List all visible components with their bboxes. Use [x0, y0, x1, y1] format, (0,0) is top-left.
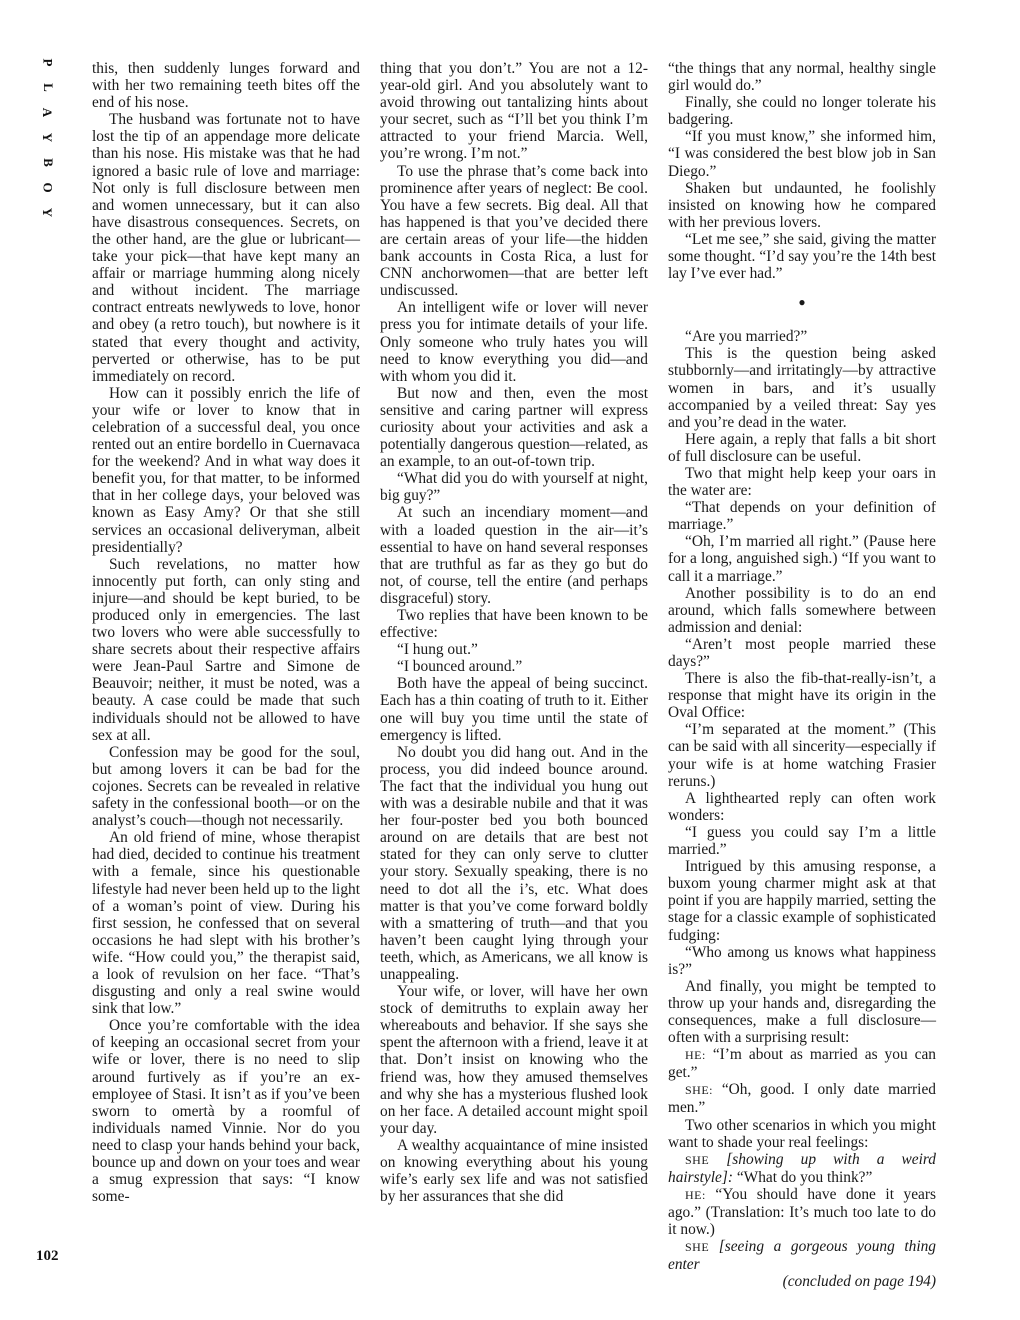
dialogue-text: “What do you think?” — [736, 1168, 873, 1186]
paragraph: An old friend of mine, whose therapist had died, decided to continue his treatment with a female, since his questionable lifestyle had never been held up to the light of a woman’s point of view. During his first session, he confessed that on several occasions he had slept with his brother’s wife. “How could you,” the therapist said, a look of revulsion on her face. “That’s disgusting and only a real swine would sink that low.” — [92, 829, 360, 1018]
dialogue-line — [668, 1151, 936, 1186]
article-column-3 — [668, 60, 936, 1290]
paragraph: “Let me see,” she said, giving the matter some thought. “I’d say you’re the 14th best lay I’ve ever had.” — [668, 230, 936, 283]
sidebar-letter: Y — [40, 207, 56, 218]
paragraph: A lighthearted reply can often work wonders: — [668, 789, 936, 824]
article-column-1 — [92, 60, 360, 1205]
dialogue-text: “You should have done it years ago.” (Translation: It’s much too late to do it now.) — [668, 1185, 936, 1239]
paragraph: No doubt you did hang out. And in the process, you did indeed bounce around. The fact that the individual you hung out with was a desirable nubile and that it was her four-poster bed you both bounced around on are details that are best not stated for they can only serve to clutter your story. Sexually speaking, there is no need to dot all the i’s, etc. What does matter is that you’ve come forward boldly with a smattering of truth—and that you haven’t been caught lying through your teeth, which, as Americans, we all know is unappealing. — [380, 743, 648, 983]
paragraph: Two other scenarios in which you might want to shade your real feelings: — [668, 1116, 936, 1151]
continuation-note — [668, 1273, 936, 1290]
paragraph: “I hung out.” — [397, 641, 478, 659]
sidebar-letter: P — [40, 58, 56, 67]
dialogue-line — [668, 1081, 936, 1116]
paragraph: “Who among us knows what happiness is?” — [668, 943, 936, 978]
paragraph: “If you must know,” she informed him, “I was considered the best blow job in San Diego.” — [668, 128, 936, 180]
paragraph: “Aren’t most people married these days?” — [668, 635, 936, 670]
paragraph: And finally, you might be tempted to throw up your hands and, disregarding the consequences, make a full disclosure—often with a surprising result: — [668, 977, 936, 1047]
paragraph: An intelligent wife or lover will never press you for intimate details of your life. Only someone who truly hates you will need to know everything you did—and with whom you did it. — [380, 299, 648, 385]
dialogue-line — [668, 1046, 936, 1081]
page-number: 102 — [36, 1248, 59, 1264]
paragraph: How can it possibly enrich the life of your wife or lover to know that in celebration of a successful deal, you once rented out an entire bordello in Cuernavaca for the weekend? And in what way does it benefit you, for that matter, to be informed that in her college days, your beloved was known as Easy Amy? Or that she still services an occasional deliveryman, albeit presidentially? — [92, 384, 360, 556]
sidebar-letter: L — [40, 83, 56, 92]
speaker-label: SHE: — [685, 1083, 714, 1098]
sidebar-letter: B — [40, 158, 56, 167]
paragraph: “Are you married?” — [685, 328, 808, 346]
paragraph: Here again, a reply that falls a bit short of full disclosure can be useful. — [668, 430, 936, 465]
paragraph: “the things that any normal, healthy single girl would do.” — [668, 60, 936, 95]
sidebar-letter: O — [40, 182, 56, 193]
speaker-label: SHE — [685, 1240, 710, 1255]
magazine-name-vertical — [36, 56, 60, 219]
paragraph: Another possibility is to do an end around, which falls somewhere between admission and denial: — [668, 584, 936, 636]
stage-direction: [showing up with a weird hairstyle]: — [668, 1150, 936, 1186]
paragraph: Confession may be good for the soul, but among lovers it can be bad for the cojones. Secrets can be revealed in relative safety in the confessional booth—or on the analyst’s couch—though not necessarily. — [92, 743, 360, 830]
paragraph: At such an incendiary moment—and with a loaded question in the air—it’s essential to have on hand several responses that are truthful as far as they go but do not, of course, tell the entire (and perhaps disgraceful) story. — [380, 504, 648, 607]
paragraph: “What did you do with yourself at night, big guy?” — [380, 470, 648, 505]
paragraph: Once you’re comfortable with the idea of keeping an occasional secret from your wife or lover, there is no need to slip around furtively as if you’re an ex-employee of Stasi. It isn’t as if you’ve been sworn to omertà by a roomful of individuals named Vinnie. Nor do you need to clasp your hands behind your back, bounce up and down on your toes and wear a smug expression that says: “I know some- — [92, 1017, 360, 1206]
paragraph: This is the question being asked stubbornly—and irritatingly—by attractive women in bars, and it’s usually accompanied by a veiled threat: Say yes and you’re dead in the water. — [668, 345, 936, 431]
paragraph: Both have the appeal of being succinct. Each has a thin coating of truth to it. Either one will buy you time until the state of emergency is lifted. — [380, 675, 648, 744]
paragraph: this, then suddenly lunges forward and with her two remaining teeth bites off the end of his nose. — [92, 60, 360, 112]
paragraph: There is also the fib-that-really-isn’t, a response that might have its origin in the Oval Office: — [668, 670, 936, 722]
sidebar-letter: Y — [40, 132, 56, 143]
section-divider-bullet: ● — [798, 295, 806, 310]
sidebar-letter: A — [40, 107, 56, 118]
paragraph: But now and then, even the most sensitive and caring partner will express curiosity about your activities and ask a potentially dangerous question—related, as an example, to an out-of-town trip. — [380, 384, 648, 471]
speaker-label: HE: — [685, 1187, 706, 1202]
paragraph: “I guess you could say I’m a little married.” — [668, 823, 936, 859]
paragraph: “That depends on your definition of marriage.” — [668, 499, 936, 534]
paragraph: Your wife, or lover, will have her own stock of demitruths to explain away her whereabouts and behavior. If she says she spent the afternoon with a friend, leave it at that. Don’t insist on knowing who the friend was, how they amused themselves and why she has a mysterious flushed look on her face. A detailed account might spoil your day. — [380, 983, 648, 1137]
paragraph: “Oh, I’m married all right.” (Pause here for a long, anguished sigh.) “If you want to call it a marriage.” — [668, 533, 936, 585]
paragraph: A wealthy acquaintance of mine insisted on knowing everything about his young wife’s early sex life and was not satisfied by her assurances that she did — [380, 1136, 648, 1206]
paragraph: Two that might help keep your oars in the water are: — [668, 464, 936, 500]
paragraph: The husband was fortunate not to have lost the tip of an appendage more delicate than his nose. His mistake was that he had ignored a basic rule of love and marriage: Not only is full disclosure between men and women unnecessary, but it can also have disastrous consequences. Secrets, on the other hand, are the glue or lubricant—take your pick—that have kept many an affair or marriage humming along nicely and without incident. The marriage contract entreats newlyweds to love, honor and obey (a retro touch), but nowhere is it stated that every thought and activity, perverted or otherwise, has to be put immediately on record. — [92, 111, 360, 385]
paragraph: Shaken but undaunted, he foolishly insisted on knowing how he compared with her previous lovers. — [668, 179, 936, 231]
paragraph: “I’m separated at the moment.” (This can be said with all sincerity—especially if your wife is at home watching Frasier reruns.) — [668, 721, 936, 790]
speaker-label: SHE — [685, 1152, 710, 1167]
dialogue-line — [668, 1186, 936, 1238]
paragraph: thing that you don’t.” You are not a 12-year-old girl. And you absolutely want to avoid throwing out tantalizing hints about your secret, such as “I’ll bet you think I’m attracted to your friend Marcia. Well, you’re wrong. I’m not.” — [380, 60, 648, 163]
paragraph: Finally, she could no longer tolerate his badgering. — [668, 94, 936, 129]
dialogue-text: “Oh, good. I only date married men.” — [668, 1081, 936, 1117]
dialogue-line — [668, 1238, 936, 1273]
speaker-label: HE: — [685, 1048, 706, 1063]
paragraph: Such revelations, no matter how innocently put forth, can only sting and injure—and should be kept buried, to be produced only in emergencies. The last two lovers who were able successfully to share secrets about their respective affairs were Jean-Paul Sartre and Simone de Beauvoir; neither, it must be noted, was a beauty. A case could be made that such individuals should not be allowed to have sex at all. — [92, 555, 360, 744]
continued-on-page: (concluded on page 194) — [782, 1273, 936, 1291]
paragraph: Intrigued by this amusing response, a buxom young charmer might ask at that point if you are happily married, setting the stage for a classic example of sophisticated fudging: — [668, 858, 936, 944]
article-column-2 — [380, 60, 648, 1205]
stage-direction: [seeing a gorgeous young thing enter — [668, 1238, 936, 1274]
paragraph: “I bounced around.” — [397, 658, 523, 676]
paragraph: Two replies that have been known to be effective: — [380, 607, 648, 642]
paragraph: To use the phrase that’s come back into prominence after years of neglect: Be cool. You have a few secrets. Big deal. All that has happened is that you’ve decided there are certain areas of your life—the hidden bank accounts in Costa Rica, a lust for CNN anchorwomen—that are better left undiscussed. — [380, 162, 648, 300]
dialogue-text: “I’m about as married as you can get.” — [668, 1046, 936, 1082]
